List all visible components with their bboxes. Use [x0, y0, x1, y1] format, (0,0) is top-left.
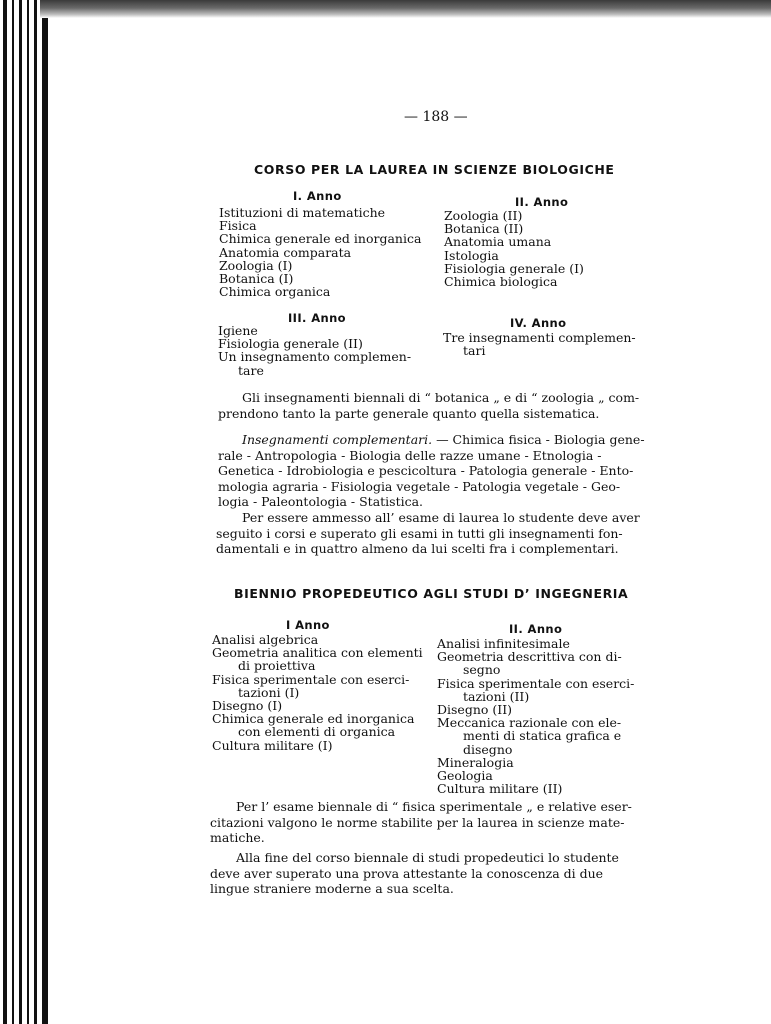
text-line: citazioni valgono le norme stabilite per la laurea in scienze mate-	[210, 814, 625, 830]
list-item: Chimica generale ed inorganica	[212, 711, 415, 727]
year-heading-3: III. Anno	[288, 311, 346, 325]
list-item: tare	[238, 362, 264, 378]
section-title-biologia: CORSO PER LA LAUREA IN SCIENZE BIOLOGICHE	[254, 162, 615, 177]
list-item: Meccanica razionale con ele-	[437, 715, 622, 731]
list-item: Fisica sperimentale con eserci-	[212, 671, 410, 687]
course-list-ing-year2	[437, 637, 634, 795]
list-item: Geologia	[437, 768, 493, 784]
text-line: Alla fine del corso biennale di studi propedeutici lo studente	[236, 850, 619, 865]
text-line: logia - Paleontologia - Statistica.	[218, 494, 424, 510]
list-item: Chimica generale ed inorganica	[219, 231, 422, 247]
text-line: Per l’ esame biennale di “ fisica sperimentale „ e relative eser-	[236, 799, 632, 814]
text-line: Genetica - Idrobiologia e pescicoltura - Patologia generale - Ento-	[218, 463, 634, 479]
text-line: mologia agraria - Fisiologia vegetale - Patologia vegetale - Geo-	[218, 478, 621, 494]
list-item: Geometria analitica con elementi	[212, 645, 423, 661]
list-item: Disegno (II)	[437, 702, 513, 718]
paragraph-biennali	[218, 390, 639, 421]
list-item: tazioni (II)	[463, 688, 530, 704]
list-item: Istologia	[444, 247, 499, 263]
section-title-ingegneria: BIENNIO PROPEDEUTICO AGLI STUDI D’ INGEGNERIA	[234, 586, 629, 601]
list-item: Chimica biologica	[444, 274, 558, 290]
paragraph-lingue	[210, 850, 619, 897]
list-item: Disegno (I)	[212, 698, 283, 714]
list-item: Fisica	[219, 218, 257, 234]
list-item: Fisiologia generale (II)	[218, 336, 363, 352]
list-item: segno	[463, 662, 501, 678]
year-heading-2: II. Anno	[515, 195, 569, 209]
course-list-year4	[443, 331, 636, 357]
list-item: Fisica sperimentale con eserci-	[437, 675, 635, 691]
text-line: Per essere ammesso all’ esame di laurea lo studente deve aver	[242, 510, 640, 525]
list-item: con elementi di organica	[238, 724, 396, 740]
list-item: Geometria descrittiva con di-	[437, 649, 622, 665]
list-item: Analisi infinitesimale	[437, 636, 570, 651]
list-item: Botanica (II)	[444, 221, 524, 237]
list-item: Zoologia (II)	[444, 208, 523, 223]
list-item: Anatomia umana	[444, 234, 552, 250]
text-line: prendono tanto la parte generale quanto quella sistematica.	[218, 405, 600, 421]
course-list-year1	[219, 206, 421, 298]
list-item: Analisi algebrica	[212, 632, 319, 647]
list-item: Zoologia (I)	[219, 257, 293, 273]
course-list-ing-year1	[212, 633, 423, 752]
course-list-year3	[218, 324, 416, 377]
text-line: deve aver superato una prova attestante la conoscenza di due	[210, 865, 604, 881]
paragraph-esame-laurea	[216, 510, 640, 557]
course-list-year2	[444, 209, 584, 288]
list-item: tari	[463, 343, 486, 359]
list-item: Cultura militare (I)	[212, 737, 333, 753]
list-item: di proiettiva	[238, 658, 316, 674]
list-item: Fisiologia generale (I)	[444, 260, 584, 276]
text-line: seguito i corsi e superato gli esami in tutti gli insegnamenti fon-	[216, 525, 623, 541]
paragraph-complementari	[218, 432, 645, 510]
text-line: lingue straniere moderne a sua scelta.	[210, 881, 454, 897]
list-item: disegno	[463, 741, 513, 757]
list-item: Igiene	[218, 323, 258, 338]
list-item: menti di statica grafica e	[463, 728, 622, 744]
list-item: Tre insegnamenti complemen-	[443, 330, 636, 345]
list-item: Anatomia comparata	[219, 244, 352, 260]
list-item: Mineralogia	[437, 754, 514, 770]
year-heading-ing-2: II. Anno	[509, 622, 563, 636]
text-line: rale - Antropologia - Biologia delle razze umane - Etnologia -	[218, 447, 602, 463]
year-heading-4: IV. Anno	[510, 316, 567, 330]
text-line	[218, 432, 645, 448]
list-item: Botanica (I)	[219, 271, 294, 287]
page-number: — 188 —	[404, 109, 468, 125]
text-line: damentali e in quattro almeno da lui scelti fra i complementari.	[216, 541, 619, 557]
list-item: tazioni (I)	[238, 684, 300, 700]
year-heading-1: I. Anno	[293, 189, 342, 203]
year-heading-ing-1: I Anno	[286, 618, 330, 632]
list-item: Cultura militare (II)	[437, 781, 563, 797]
text-line: Gli insegnamenti biennali di “ botanica „ e di “ zoologia „ com-	[242, 390, 640, 405]
list-item: Chimica organica	[219, 284, 331, 300]
text-span: — Chimica fisica - Biologia gene-	[432, 432, 645, 447]
list-item: Un insegnamento complemen-	[218, 349, 412, 365]
text-line: matiche.	[210, 830, 265, 846]
list-item: Istituzioni di matematiche	[219, 205, 386, 220]
italic-lead: Insegnamenti complementari.	[242, 432, 433, 447]
paragraph-fisica	[210, 799, 632, 846]
